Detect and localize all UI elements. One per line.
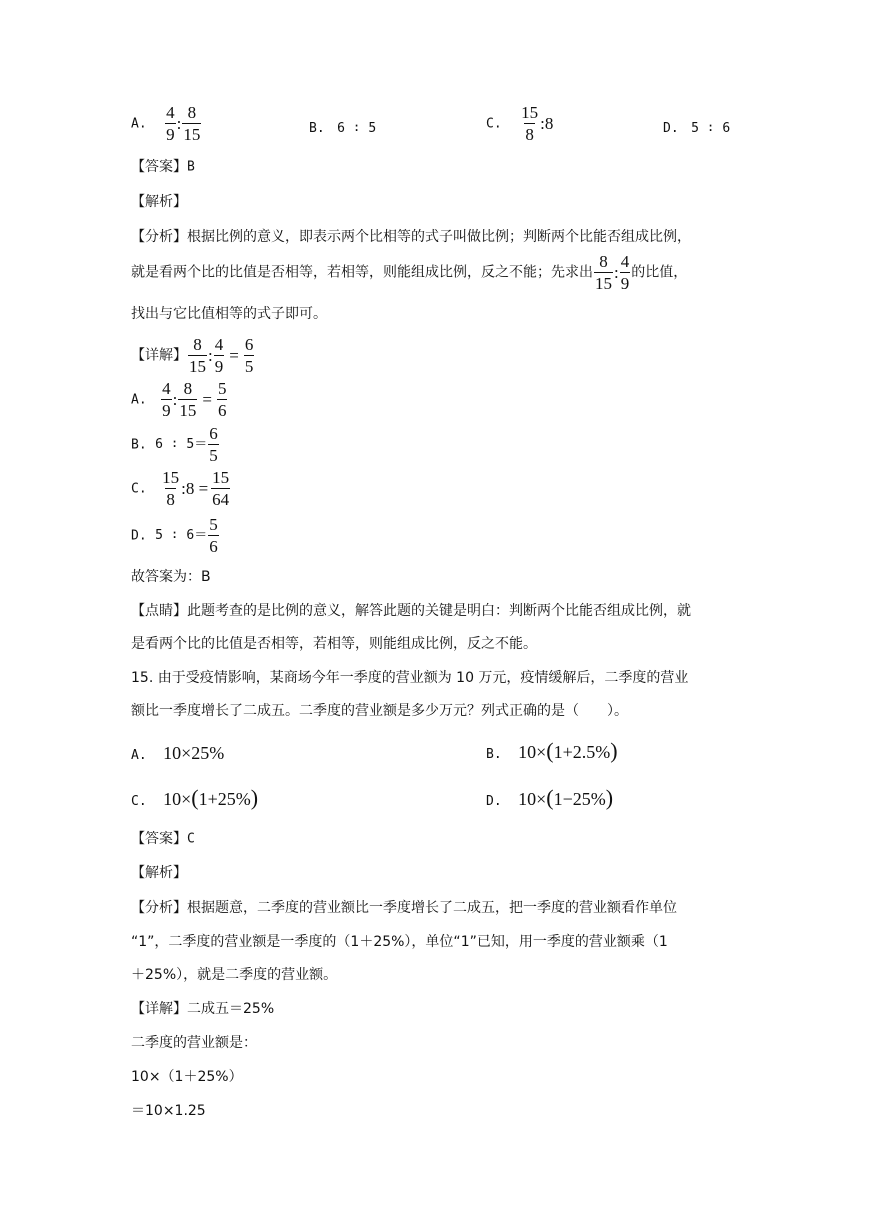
fenxi-text: 根据比例的意义，即表示两个比相等的式子叫做比例；判断两个比能否组成比例， <box>187 229 691 245</box>
right-paren: ) <box>610 738 618 763</box>
fenxi-text: 就是看两个比的比值是否相等，若相等，则能组成比例，反之不能；先求出 <box>131 264 593 281</box>
fraction <box>161 469 180 508</box>
fraction <box>620 253 631 292</box>
detail-label: 【详解】 <box>131 347 187 364</box>
fraction <box>211 469 230 508</box>
q14-option-a <box>131 104 202 143</box>
denominator: 6 <box>217 401 227 420</box>
q15-option-a <box>131 744 224 762</box>
option-label: B. <box>486 747 502 762</box>
q15-fenxi-line3: ＋25%），就是二季度的营业额。 <box>131 967 338 983</box>
colon: : <box>208 346 213 365</box>
denominator: 9 <box>214 357 224 376</box>
fraction <box>214 336 225 375</box>
numerator: 4 <box>214 335 224 354</box>
q14-analysis-header: 【解析】 <box>131 194 187 210</box>
option-label: A. <box>131 392 147 408</box>
fenxi-text: 的比值， <box>631 264 688 281</box>
numerator: 15 <box>212 468 230 487</box>
colon: : <box>614 263 619 282</box>
option-label: D. <box>486 794 502 809</box>
left-paren: ( <box>191 785 199 810</box>
q14-option-d <box>663 121 730 135</box>
colon: : <box>540 114 545 133</box>
answer-value: B <box>187 159 195 175</box>
option-label: C. <box>131 481 147 497</box>
q14-detail <box>131 336 255 375</box>
fraction <box>594 253 613 292</box>
answer-value: C <box>187 831 195 847</box>
option-label: C. <box>486 116 502 132</box>
q14-calc-a <box>131 380 228 419</box>
numerator: 8 <box>183 379 193 398</box>
option-inner: 1+2.5% <box>553 742 611 762</box>
q14-dianjing-line1 <box>131 604 691 618</box>
option-label: D. <box>131 528 147 544</box>
left-paren: ( <box>546 738 554 763</box>
numerator: 8 <box>599 252 608 271</box>
q14-fenxi-line3: 找出与它比值相等的式子即可。 <box>131 306 327 322</box>
option-inner: 1−25% <box>553 789 606 809</box>
numerator: 6 <box>244 335 254 354</box>
fenxi-text: 根据题意，二季度的营业额比一季度增长了二成五，把一季度的营业额看作单位 <box>187 900 677 916</box>
q15-option-c <box>131 787 258 809</box>
fenxi-label: 【分析】 <box>131 900 187 916</box>
option-tail: 8 <box>544 114 554 133</box>
q15-option-d <box>486 787 613 809</box>
option-label: A. <box>131 748 147 763</box>
calc-text: 5 ∶ 6＝ <box>155 528 208 543</box>
fraction <box>188 336 207 375</box>
fraction <box>244 336 255 375</box>
denominator: 8 <box>166 490 175 509</box>
denominator: 8 <box>525 125 534 144</box>
q15-answer <box>131 832 195 846</box>
numerator: 5 <box>217 379 227 398</box>
answer-label: 【答案】 <box>131 159 187 175</box>
denominator: 9 <box>620 274 630 293</box>
calc-text: 6 ∶ 5＝ <box>155 437 208 452</box>
option-label: C. <box>131 794 147 809</box>
denominator: 64 <box>212 490 230 509</box>
numerator: 6 <box>209 424 218 443</box>
option-label: B. <box>131 437 147 453</box>
denominator: 9 <box>166 125 175 144</box>
right-paren: ) <box>250 785 259 810</box>
q15-analysis-header: 【解析】 <box>131 865 187 881</box>
numerator: 4 <box>620 252 630 271</box>
fraction <box>178 380 197 419</box>
fraction <box>182 104 201 143</box>
q15-stem-line1: 15. 由于受疫情影响，某商场今年一季度的营业额为 10 万元，疫情缓解后，二季度的营业 <box>131 670 689 686</box>
option-label: B. <box>309 121 325 136</box>
denominator: 15 <box>595 274 612 293</box>
denominator: 6 <box>209 537 218 556</box>
q14-dianjing-line2: 是看两个比的比值是否相等，若相等，则能组成比例，反之不能。 <box>131 636 537 652</box>
q15-fenxi-line1 <box>131 901 677 915</box>
fraction <box>520 104 539 143</box>
q15-calc-line-c: ＝10×1.25 <box>131 1103 206 1119</box>
detail-text: 二成五＝25% <box>187 1001 275 1017</box>
equals: = <box>202 390 212 409</box>
fraction <box>161 380 172 419</box>
numerator: 5 <box>209 515 218 534</box>
denominator: 15 <box>183 125 201 144</box>
fraction <box>208 425 219 464</box>
numerator: 4 <box>166 103 175 122</box>
denominator: 5 <box>244 357 254 376</box>
fraction <box>208 516 219 555</box>
detail-label: 【详解】 <box>131 1001 187 1017</box>
q15-stem-line2: 额比一季度增长了二成五。二季度的营业额是多少万元？列式正确的是（ ）。 <box>131 703 628 719</box>
option-expression: 10× <box>518 789 547 809</box>
q14-answer <box>131 160 195 174</box>
q14-fenxi-line1 <box>131 230 691 244</box>
q15-calc-line-a: 二季度的营业额是： <box>131 1035 257 1051</box>
right-paren: ) <box>605 785 614 810</box>
equals: = <box>229 346 239 365</box>
dianjing-label: 【点睛】 <box>131 603 187 619</box>
q14-calc-d <box>131 516 220 555</box>
q14-fenxi-line2 <box>131 253 687 292</box>
q14-calc-b <box>131 425 220 464</box>
denominator: 15 <box>179 401 197 420</box>
numerator: 4 <box>162 379 171 398</box>
colon: : <box>172 390 178 409</box>
q14-option-b <box>309 121 376 135</box>
q15-option-b <box>486 740 618 762</box>
option-expression: 10× <box>518 742 547 762</box>
left-paren: ( <box>546 785 554 810</box>
q15-fenxi-line2: “1”，二季度的营业额是一季度的（1＋25%），单位“1”已知，用一季度的营业额乘（1 <box>131 934 668 950</box>
option-expression: 10× <box>163 789 192 809</box>
q14-option-c <box>486 104 553 143</box>
option-label: D. <box>663 121 679 136</box>
numerator: 8 <box>193 335 202 354</box>
fraction <box>217 380 228 419</box>
denominator: 9 <box>162 401 171 420</box>
numerator: 15 <box>162 468 180 487</box>
numerator: 8 <box>187 103 197 122</box>
option-inner: 1+25% <box>198 789 251 809</box>
option-expression: 10×25% <box>163 743 225 763</box>
q15-calc-line-b: 10×（1＋25%） <box>131 1069 243 1085</box>
fenxi-label: 【分析】 <box>131 229 187 245</box>
colon: : <box>176 114 182 133</box>
calc-text: :8 = <box>181 479 209 498</box>
denominator: 15 <box>189 357 206 376</box>
numerator: 15 <box>521 103 539 122</box>
option-label: A. <box>131 116 147 132</box>
q14-calc-c <box>131 469 231 508</box>
fraction <box>165 104 176 143</box>
option-text: 5 ∶ 6 <box>691 120 731 136</box>
answer-label: 【答案】 <box>131 831 187 847</box>
option-text: 6 ∶ 5 <box>337 120 377 136</box>
dianjing-text: 此题考查的是比例的意义，解答此题的关键是明白：判断两个比能否组成比例，就 <box>187 603 691 619</box>
denominator: 5 <box>209 446 218 465</box>
q15-detail <box>131 1002 274 1016</box>
q14-final-answer: 故答案为：B <box>131 569 211 585</box>
